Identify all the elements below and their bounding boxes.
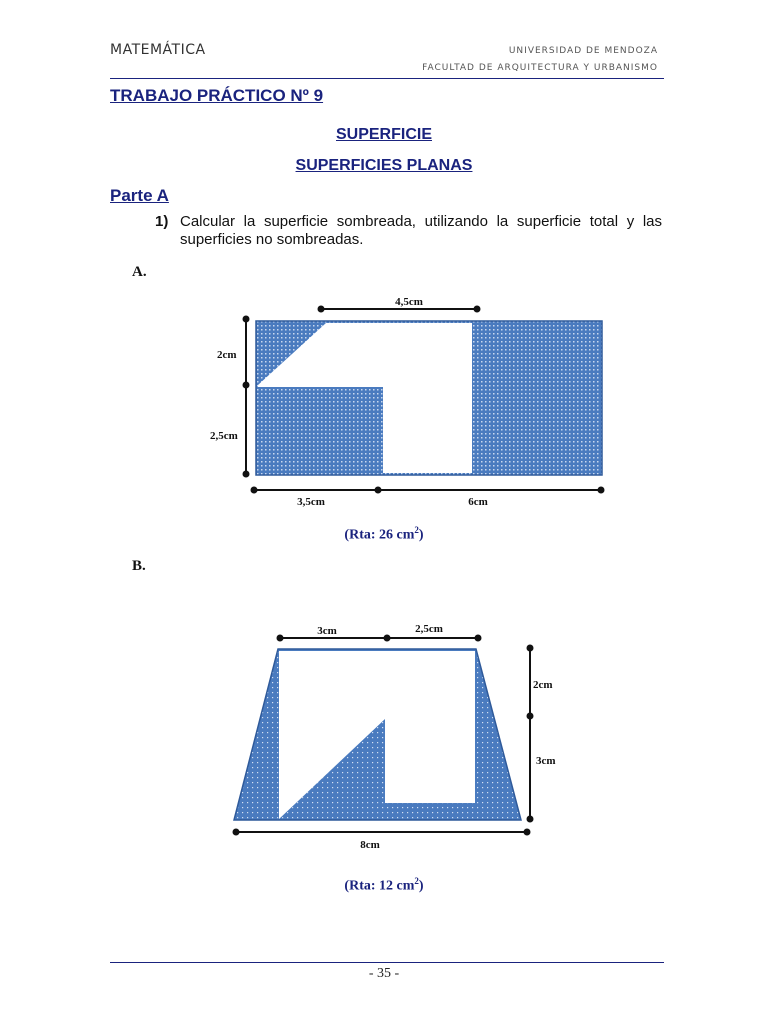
dim-dot [251,487,258,494]
header-university: UNIVERSIDAD DE MENDOZA [508,46,658,56]
dim-top-label: 4,5cm [395,296,423,308]
dim-dot [243,471,250,478]
dim-right-top-label: 2cm [533,679,553,691]
dim-dot [474,306,481,313]
dim-dot [527,645,534,652]
dim-dot [277,635,284,642]
page-title: TRABAJO PRÁCTICO Nº 9 [110,86,324,105]
dim-dot [243,382,250,389]
page-number: - 35 - [368,966,400,981]
subtitle-superficies-planas: SUPERFICIES PLANAS [295,157,473,174]
dim-left-bottom-label: 2,5cm [210,430,238,442]
dim-dot [375,487,382,494]
dim-dot [318,306,325,313]
dim-bottom-right-label: 6cm [468,496,488,508]
dim-dot [475,635,482,642]
dim-dot [527,816,534,823]
figure-b [233,623,556,851]
footer-divider [110,962,664,963]
dim-dot [243,316,250,323]
answer-a: (Rta: 26 $cm^2$) [344,525,424,543]
header-subject: MATEMÁTICA [110,42,206,58]
dim-dot [527,713,534,720]
part-heading: Parte A [110,186,169,205]
dim-dot [233,829,240,836]
dim-dot [524,829,531,836]
subtitle-superficie: SUPERFICIE [335,126,432,143]
figure-a [210,296,605,508]
dim-bottom-label: 8cm [360,839,380,851]
answer-b: (Rta: 12 $cm^2$) [344,876,424,894]
question-number: 1) [155,213,169,230]
dim-dot [384,635,391,642]
figure-a-label: A. [132,264,147,280]
dim-bottom-left-label: 3,5cm [297,496,325,508]
dim-right-bottom-label: 3cm [536,755,556,767]
dim-top-right-label: 2,5cm [415,623,443,635]
dim-top-left-label: 3cm [317,625,337,637]
question-text: Calcular la superficie sombreada, utilizando la superficie total y las superficies no sombreadas. [180,213,662,248]
dim-dot [598,487,605,494]
figure-b-label: B. [132,558,146,574]
dim-left-top-label: 2cm [217,349,237,361]
header-faculty: FACULTAD DE ARQUITECTURA Y URBANISMO [422,63,658,73]
